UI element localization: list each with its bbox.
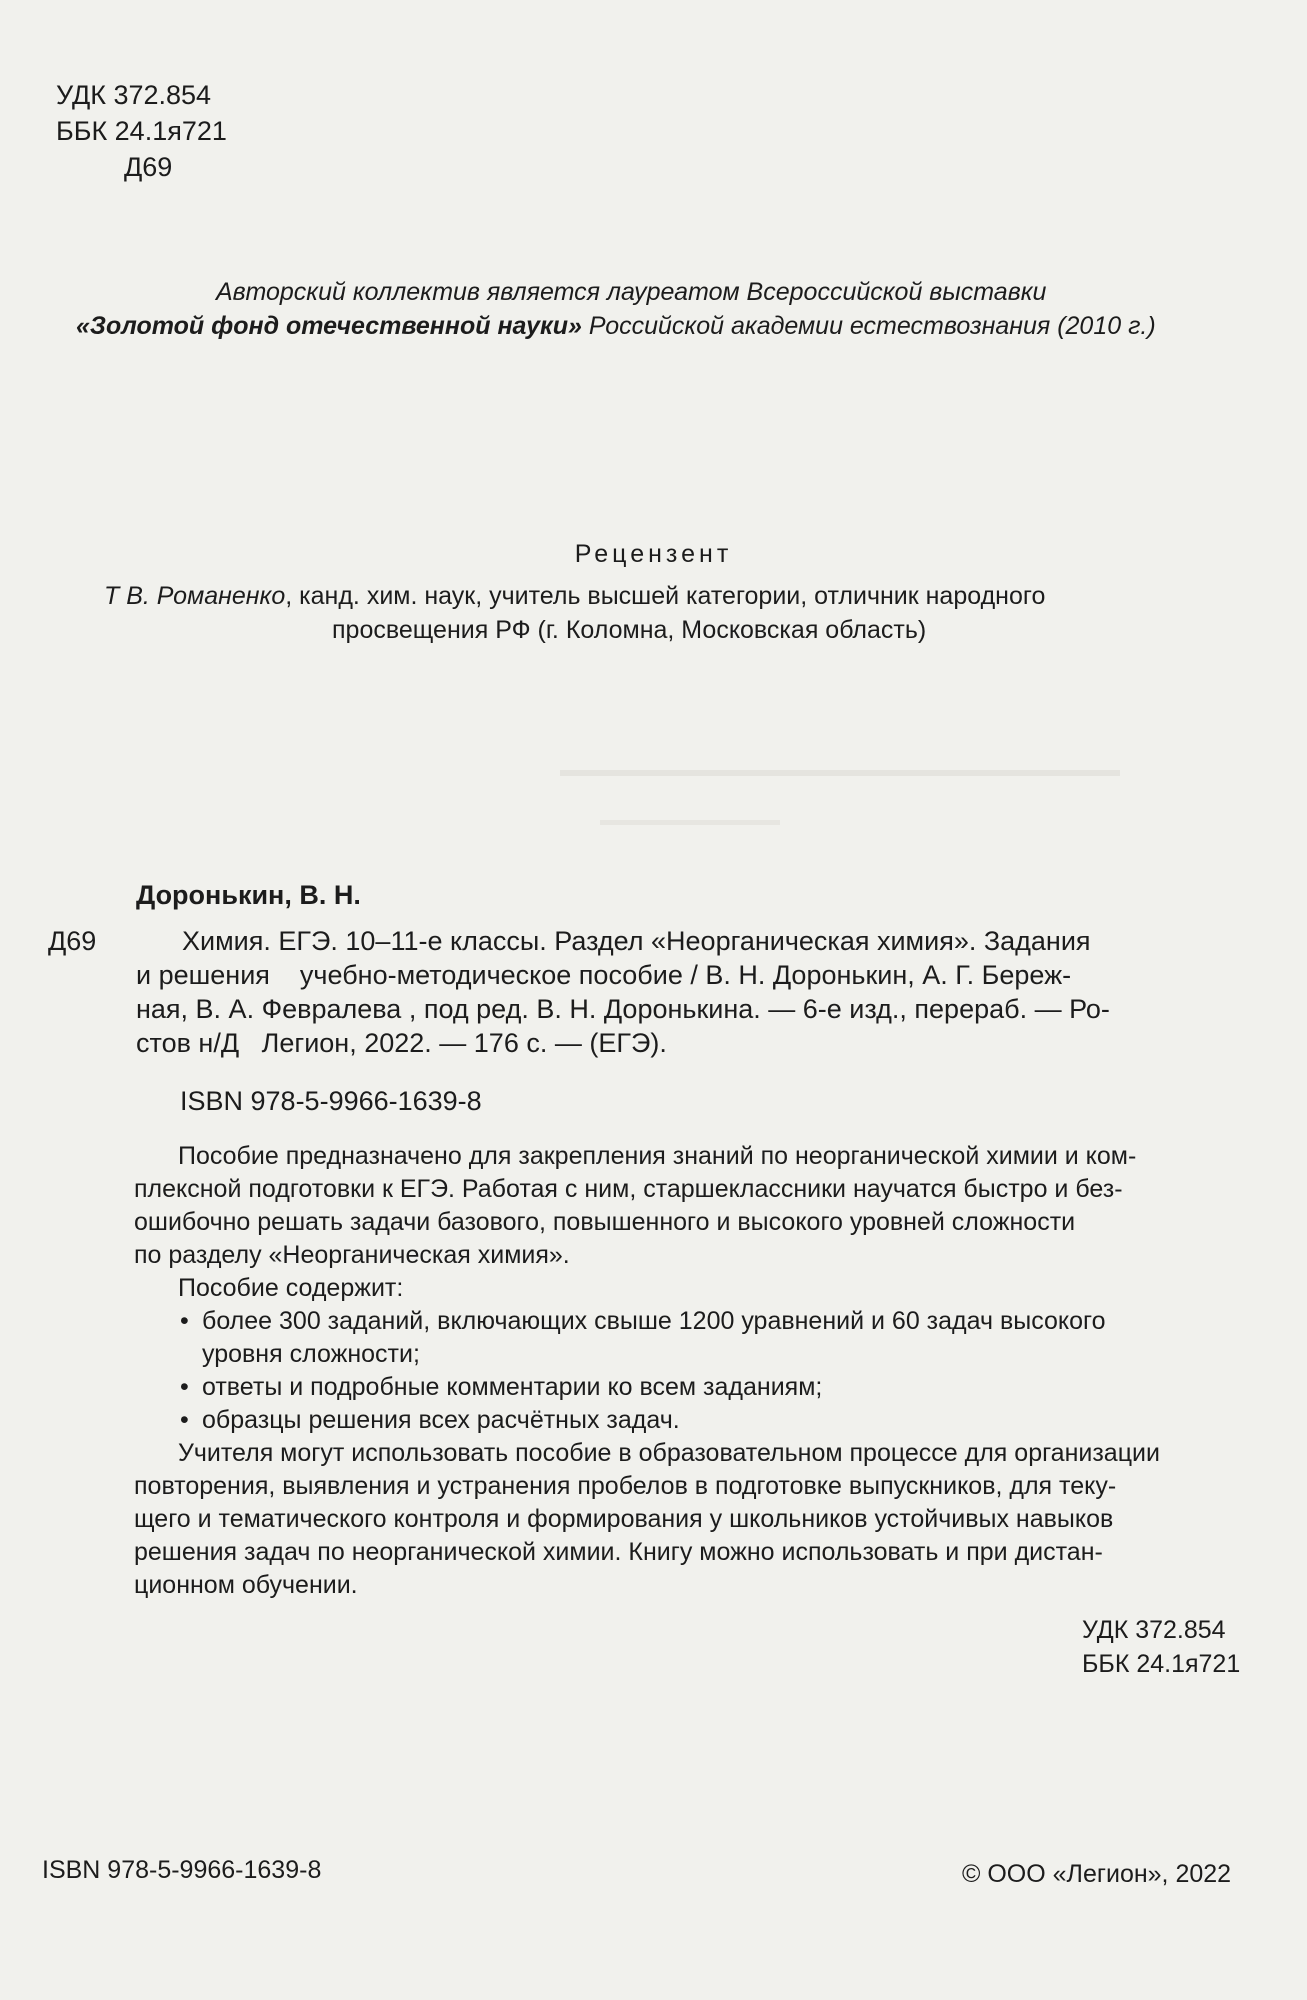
- footer-bbk-code: ББК 24.1я721: [1082, 1650, 1241, 1678]
- annotation-line: ционном обучении.: [134, 1571, 358, 1599]
- award-line-2: [76, 310, 1156, 343]
- contents-item-text: • более 300 заданий, включающих свыше 1200 уравнений и 60 задач высокого: [202, 1307, 1106, 1335]
- bleed-through-artifact: [560, 660, 1120, 776]
- annotation-line: повторения, выявления и устранения пробелов в подготовке выпускников, для теку-: [134, 1472, 1117, 1500]
- catalog-isbn: ISBN 978-5-9966-1639-8: [180, 1086, 482, 1116]
- annotation-line: Пособие предназначено для закрепления знаний по неорганической химии и ком-: [178, 1142, 1137, 1170]
- contents-list: [134, 1305, 1274, 1437]
- reviewer-credentials: , канд. хим. наук, учитель высшей категории, отличник народного: [285, 582, 1046, 610]
- catalog-desc-line: Химия. ЕГЭ. 10–11-е классы. Раздел «Неорганическая химия». Задания: [182, 926, 1091, 956]
- award-line-1: Авторский коллектив является лауреатом Всероссийской выставки: [216, 278, 1047, 306]
- award-title: «Золотой фонд отечественной науки»: [76, 312, 582, 340]
- catalog-code: Д69: [48, 926, 97, 956]
- footer-udk-code: УДК 372.854: [1082, 1616, 1226, 1644]
- catalog-desc-line: и решения учебно-методическое пособие / В. Н. Доронькин, А. Г. Береж-: [136, 960, 1072, 990]
- catalog-description: [136, 924, 1266, 1060]
- annotation-line: ошибочно решать задачи базового, повышенного и высокого уровней сложности: [134, 1208, 1076, 1236]
- bbk-code: ББК 24.1я721: [56, 116, 227, 146]
- annotation-line: Учителя могут использовать пособие в образовательном процессе для организации: [178, 1439, 1160, 1467]
- annotation-line: щего и тематического контроля и формирования у школьников устойчивых навыков: [134, 1505, 1114, 1533]
- annotation-teachers: [134, 1437, 1274, 1602]
- author-mark: Д69: [124, 152, 173, 182]
- copyright: © ООО «Легион», 2022: [962, 1860, 1232, 1888]
- catalog-author: Доронькин, В. Н.: [136, 880, 361, 910]
- annotation-intro: [134, 1140, 1274, 1272]
- reviewer-line-1: [104, 580, 1045, 613]
- contains-label: Пособие содержит:: [178, 1274, 404, 1302]
- contents-item: [174, 1305, 1274, 1371]
- contents-item: • образцы решения всех расчётных задач.: [174, 1404, 1274, 1437]
- contents-item: • ответы и подробные комментарии ко всем заданиям;: [174, 1371, 1274, 1404]
- award-line-2-rest: Российской академии естествознания (2010 г.): [581, 312, 1156, 340]
- annotation-line: решения задач по неорганической химии. Книгу можно использовать и при дистан-: [134, 1538, 1103, 1566]
- catalog-desc-line: стов н/Д Легион, 2022. — 176 с. — (ЕГЭ).: [136, 1028, 667, 1058]
- annotation: [134, 1140, 1274, 1602]
- annotation-line: по разделу «Неорганическая химия».: [134, 1241, 570, 1269]
- footer-isbn: ISBN 978-5-9966-1639-8: [42, 1856, 322, 1884]
- reviewer-line-2: просвещения РФ (г. Коломна, Московская область): [332, 616, 927, 644]
- catalog-desc-line: ная, В. А. Февралева , под ред. В. Н. Доронькина. — 6-е изд., перераб. — Ро-: [136, 994, 1110, 1024]
- reviewer-heading: Рецензент: [574, 540, 733, 568]
- udk-code: УДК 372.854: [56, 80, 212, 110]
- annotation-line: плексной подготовки к ЕГЭ. Работая с ним, старшеклассники научатся быстро и без-: [134, 1175, 1123, 1203]
- reviewer-name: Т В. Романенко: [104, 582, 286, 610]
- bleed-through-artifact: [600, 760, 780, 825]
- contents-item-text: уровня сложности;: [202, 1340, 420, 1368]
